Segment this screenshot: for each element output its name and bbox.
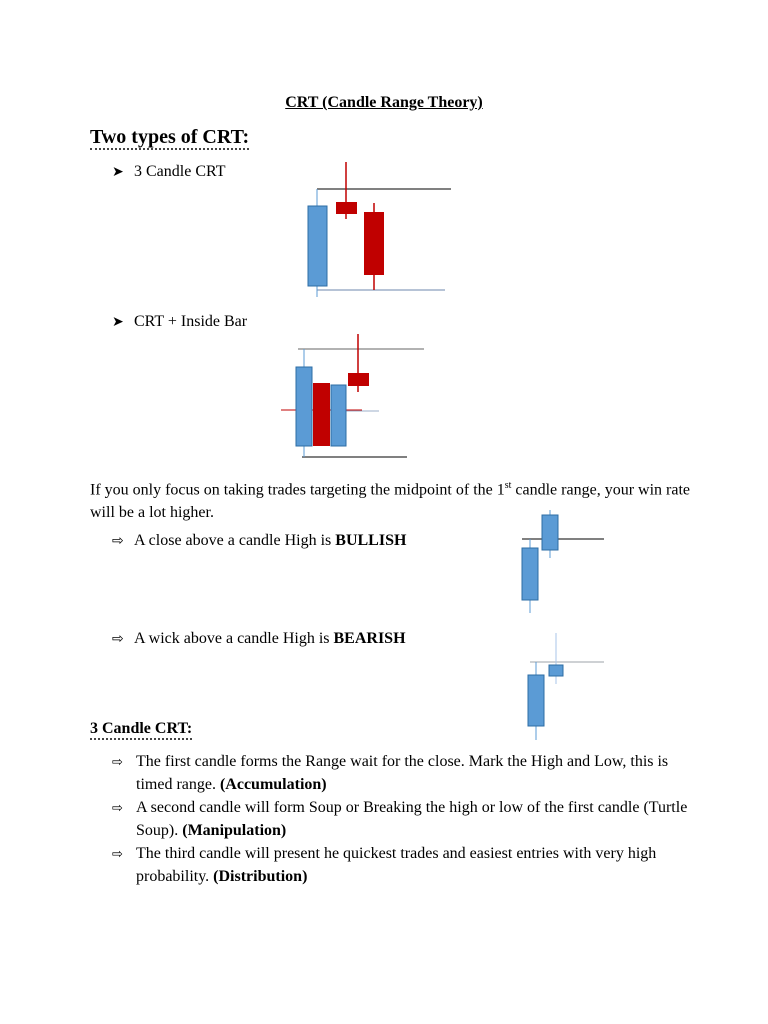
list-item <box>112 750 692 796</box>
outline-arrow-icon: ⇨ <box>112 801 123 816</box>
arrowhead-bullet-icon: ➤ <box>112 314 124 330</box>
ordinal-suffix: st <box>504 480 512 491</box>
list-item-label: A second candle will form Soup or Breaking the high or low of the first candle (Turtle Soup). <box>136 799 688 839</box>
list-item-text <box>136 750 692 796</box>
page-title: CRT (Candle Range Theory) <box>285 94 483 111</box>
section-heading-types: Two types of CRT: <box>90 126 250 148</box>
phase-label: (Distribution) <box>213 868 308 885</box>
bearish-label: BEARISH <box>333 630 406 647</box>
outline-arrow-icon: ⇨ <box>112 631 124 647</box>
list-item-text <box>136 796 692 842</box>
bullish-candle <box>528 675 544 726</box>
list-item-label: A wick above a candle High is <box>134 630 334 647</box>
arrowhead-bullet-icon: ➤ <box>112 164 124 180</box>
list-item-text <box>136 842 692 888</box>
bullish-label: BULLISH <box>335 532 407 549</box>
list-item-label: CRT + Inside Bar <box>134 313 248 330</box>
paragraph-text: If you only focus on taking trades targeting the midpoint of the 1 <box>90 481 505 499</box>
list-item-label: A close above a candle High is <box>134 532 336 549</box>
list-item-label: The third candle will present he quickest trades and easiest entries with very high probability. <box>136 845 657 885</box>
list-item-label: 3 Candle CRT <box>134 163 226 180</box>
list-item <box>112 842 692 888</box>
phase-label: (Manipulation) <box>182 822 287 839</box>
outline-arrow-icon: ⇨ <box>112 847 123 862</box>
bullish-candle <box>549 665 563 676</box>
outline-arrow-icon: ⇨ <box>112 533 124 549</box>
outline-arrow-icon: ⇨ <box>112 755 123 770</box>
phase-label: (Accumulation) <box>219 776 327 793</box>
list-item <box>112 796 692 842</box>
phase-list <box>112 750 692 888</box>
paragraph-text: candle range, your win rate will be a lot higher. <box>90 481 690 522</box>
list-item-label: The first candle forms the Range wait for the close. Mark the High and Low, this is timed range. <box>136 753 669 793</box>
section-heading-3-candle: 3 Candle CRT: <box>90 720 192 740</box>
